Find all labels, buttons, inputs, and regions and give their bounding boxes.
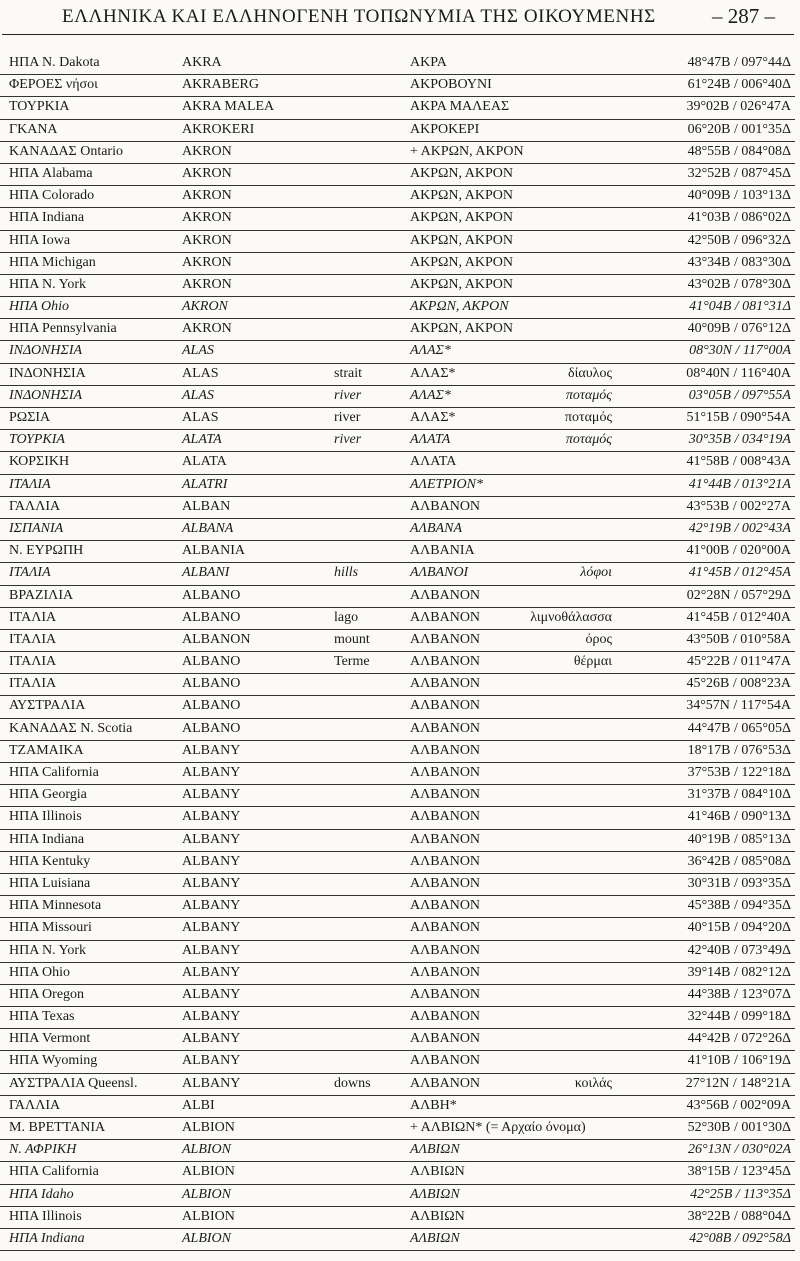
row-name: AKRABERG: [182, 77, 260, 93]
row-coordinates: 45°22Β / 011°47Α: [686, 654, 791, 670]
row-feature-type: downs: [334, 1075, 371, 1091]
row-coordinates: 41°45Β / 012°40Α: [686, 609, 791, 625]
row-country: Μ. ΒΡΕΤΤΑΝΙΑ: [9, 1120, 106, 1135]
row-name: ALBANY: [182, 1053, 241, 1069]
row-greek-name: ΑΛΒΑΝΟΝ: [410, 631, 481, 647]
row-coordinates: 42°50Β / 096°32Δ: [687, 232, 791, 248]
table-row: [0, 652, 800, 674]
row-name: ALBANY: [182, 986, 241, 1002]
row-coordinates: 44°42Β / 072°26Δ: [687, 1031, 791, 1047]
row-coordinates: 03°05Β / 097°55Α: [688, 387, 791, 403]
table-row: [0, 97, 800, 119]
row-country: ΤΟΥΡΚΙΑ: [9, 99, 70, 115]
row-country: Ν. ΑΦΡΙΚΗ: [9, 1142, 77, 1158]
row-name: ALBI: [182, 1097, 215, 1113]
row-name: ALBANON: [182, 631, 251, 647]
row-greek-name: ΑΛΒΑΝΟΝ: [410, 964, 481, 980]
row-greek-name: ΑΚΡΩΝ, ΑΚΡΟΝ: [410, 232, 513, 248]
table-row: [0, 674, 800, 696]
row-coordinates: 26°13Ν / 030°02Α: [688, 1142, 791, 1158]
row-coordinates: 43°02Β / 078°30Δ: [687, 276, 791, 292]
table-row: [0, 120, 800, 142]
row-name: ALBANY: [182, 898, 241, 914]
row-coordinates: 42°19Β / 002°43Α: [688, 520, 791, 536]
row-greek-name: ΑΛΒΑΝΟΝ: [410, 853, 481, 869]
table-row: [0, 830, 800, 852]
row-country: ΗΠΑ Colorado: [9, 188, 95, 204]
row-name: ALBANY: [182, 853, 241, 869]
row-divider: [0, 1250, 795, 1251]
row-coordinates: 41°03Β / 086°02Δ: [687, 210, 791, 226]
row-coordinates: 43°34Β / 083°30Δ: [687, 254, 791, 270]
row-name: AKRON: [182, 188, 232, 204]
row-greek-name: ΑΚΡΩΝ, ΑΚΡΟΝ: [410, 321, 513, 337]
row-greek-name: ΑΛΒΑΝΟΝ: [410, 498, 481, 514]
row-greek-name: ΑΛΒΑΝΟΝ: [410, 676, 481, 692]
table-row: [0, 142, 800, 164]
table-row: [0, 1074, 800, 1096]
row-greek-name: ΑΛΒΑΝΟΝ: [410, 698, 481, 714]
row-greek-name: ΑΚΡΟΒΟΥΝΙ: [410, 77, 492, 93]
row-name: ALBANO: [182, 654, 241, 670]
row-greek-name: ΑΛΑΣ*: [410, 343, 451, 359]
row-country: ΙΝΔΟΝΗΣΙΑ: [9, 365, 86, 381]
row-greek-name: + ΑΛΒΙΩΝ* (= Αρχαίο όνομα): [410, 1120, 586, 1135]
row-country: ΗΠΑ California: [9, 765, 99, 780]
table-row: [0, 874, 800, 896]
table-row: [0, 1162, 800, 1184]
row-name: ALBAN: [182, 498, 231, 514]
table-row: [0, 763, 800, 785]
row-greek-name: ΑΛΒΑΝΟΝ: [410, 765, 481, 780]
table-row: [0, 1029, 800, 1051]
row-country: ΗΠΑ Minnesota: [9, 898, 102, 914]
row-name: AKRON: [182, 299, 228, 315]
row-name: ALBANY: [182, 942, 241, 958]
row-coordinates: 42°25Β / 113°35Δ: [690, 1186, 791, 1202]
table-row: [0, 430, 800, 452]
row-greek-name: ΑΛΒΑΝΟΝ: [410, 587, 481, 603]
row-greek-name: ΑΛΒΑΝΟΝ: [410, 720, 481, 736]
table-row: [0, 164, 800, 186]
table-row: [0, 452, 800, 474]
row-country: ΑΥΣΤΡΑΛΙΑ Queensl.: [9, 1075, 138, 1091]
gazetteer-table: [0, 53, 800, 1251]
row-greek-name: ΑΛΒΙΩΝ: [410, 1164, 465, 1180]
row-country: ΗΠΑ Indiana: [9, 831, 85, 847]
row-name: ALBION: [182, 1142, 231, 1158]
table-row: [0, 586, 800, 608]
row-name: ALBANO: [182, 698, 241, 714]
row-greek-name: ΑΚΡΟΚΕΡΙ: [410, 121, 480, 137]
row-coordinates: 30°35Β / 034°19Α: [688, 432, 791, 448]
row-greek-name: ΑΛΒΑΝΟΝ: [410, 787, 481, 803]
row-country: ΗΠΑ Luisiana: [9, 875, 91, 891]
table-row: [0, 475, 800, 497]
table-row: [0, 1229, 800, 1251]
row-greek-name: ΑΛΒΑΝΟΝ: [410, 986, 481, 1002]
row-coordinates: 36°42Β / 085°08Δ: [687, 853, 791, 869]
row-coordinates: 42°08Β / 092°58Δ: [689, 1230, 791, 1246]
page-title: ΕΛΛΗΝΙΚΑ ΚΑΙ ΕΛΛΗΝΟΓΕΝΗ ΤΟΠΩΝΥΜΙΑ ΤΗΣ ΟΙΚΟΥΜΕΝΗΣ: [62, 6, 656, 27]
row-coordinates: 38°15Β / 123°45Δ: [687, 1164, 791, 1180]
row-coordinates: 34°57Ν / 117°54Α: [686, 698, 791, 714]
row-country: ΚΟΡΣΙΚΗ: [9, 454, 70, 470]
row-greek-name: ΑΛΒΑΝΑ: [410, 520, 463, 536]
row-country: ΗΠΑ Indiana: [9, 210, 85, 226]
row-name: AKROKERI: [182, 121, 255, 137]
row-greek-feature-type: ποταμός: [565, 432, 612, 448]
row-greek-name: ΑΛΒΑΝΟΝ: [410, 875, 481, 891]
row-greek-name: ΑΛΒΙΩΝ: [410, 1142, 460, 1158]
row-name: ALBANY: [182, 964, 241, 980]
table-row: [0, 341, 800, 363]
row-greek-name: ΑΛΑΤΑ: [410, 432, 451, 448]
table-row: [0, 319, 800, 341]
row-country: ΙΤΑΛΙΑ: [9, 476, 51, 492]
row-name: AKRON: [182, 276, 232, 292]
row-country: ΚΑΝΑΔΑΣ Ontario: [9, 143, 123, 159]
row-country: ΗΠΑ Alabama: [9, 165, 93, 181]
row-greek-name: ΑΚΡΑ ΜΑΛΕΑΣ: [410, 99, 510, 115]
row-name: ALBANY: [182, 809, 241, 825]
row-country: ΗΠΑ Illinois: [9, 809, 82, 825]
row-country: ΙΤΑΛΙΑ: [9, 565, 51, 581]
row-name: ALBANY: [182, 742, 241, 758]
row-coordinates: 18°17Β / 076°53Δ: [687, 742, 791, 758]
row-name: ALBANY: [182, 831, 241, 847]
table-row: [0, 231, 800, 253]
row-name: ALBANO: [182, 609, 241, 625]
row-name: ALBANO: [182, 720, 241, 736]
row-country: ΗΠΑ N. York: [9, 942, 87, 958]
row-coordinates: 61°24Β / 006°40Δ: [687, 77, 791, 93]
table-row: [0, 918, 800, 940]
row-greek-name: ΑΛΑΣ*: [410, 387, 451, 403]
row-country: ΗΠΑ Michigan: [9, 254, 96, 270]
row-greek-feature-type: λόφοι: [580, 565, 612, 581]
table-row: [0, 1118, 800, 1140]
row-greek-name: ΑΛΑΣ*: [410, 365, 456, 381]
row-name: AKRON: [182, 210, 232, 226]
row-greek-name: ΑΚΡΩΝ, ΑΚΡΟΝ: [410, 165, 513, 181]
row-name: ALBANY: [182, 1009, 241, 1025]
row-greek-name: ΑΛΑΤΑ: [410, 454, 457, 470]
row-greek-feature-type: ποταμός: [565, 387, 612, 403]
row-name: AKRON: [182, 254, 232, 270]
row-feature-type: strait: [334, 365, 362, 381]
row-name: ALBANIA: [182, 543, 245, 559]
row-country: ΗΠΑ Illinois: [9, 1208, 82, 1224]
row-greek-name: ΑΚΡΩΝ, ΑΚΡΟΝ: [410, 188, 513, 204]
row-coordinates: 32°52Β / 087°45Δ: [687, 165, 791, 181]
row-name: ALBANI: [182, 565, 230, 581]
row-name: ALAS: [182, 365, 219, 381]
row-country: ΗΠΑ Iowa: [9, 232, 71, 248]
row-country: ΗΠΑ California: [9, 1164, 99, 1180]
table-row: [0, 541, 800, 563]
row-greek-name: ΑΛΒΑΝΟΝ: [410, 1031, 481, 1047]
table-row: [0, 630, 800, 652]
table-row: [0, 963, 800, 985]
row-greek-name: ΑΛΒΑΝΟΝ: [410, 1009, 481, 1025]
row-greek-name: ΑΛΒΑΝΙΑ: [410, 543, 475, 559]
row-greek-name: ΑΛΕΤΡΙΟΝ*: [410, 476, 484, 492]
row-country: ΙΝΔΟΝΗΣΙΑ: [9, 387, 83, 403]
row-greek-feature-type: ποταμός: [564, 410, 612, 425]
row-feature-type: hills: [334, 565, 359, 581]
row-coordinates: 45°26Β / 008°23Α: [686, 676, 791, 692]
row-name: ALBANY: [182, 1031, 241, 1047]
table-row: [0, 208, 800, 230]
table-row: [0, 75, 800, 97]
row-coordinates: 43°53Β / 002°27Α: [686, 498, 791, 514]
row-coordinates: 27°12Ν / 148°21Α: [685, 1075, 791, 1091]
row-country: ΗΠΑ Missouri: [9, 920, 92, 936]
row-country: ΗΠΑ Ohio: [9, 964, 71, 980]
row-country: ΑΥΣΤΡΑΛΙΑ: [9, 698, 86, 714]
table-row: [0, 364, 800, 386]
row-coordinates: 31°37Β / 084°10Δ: [687, 787, 791, 803]
row-greek-feature-type: θέρμαι: [573, 654, 612, 670]
row-name: ALATA: [182, 432, 222, 448]
row-coordinates: 43°56Β / 002°09Α: [686, 1097, 791, 1113]
row-country: ΙΤΑΛΙΑ: [9, 631, 57, 647]
row-name: ALBANO: [182, 676, 241, 692]
row-coordinates: 32°44Β / 099°18Δ: [687, 1009, 791, 1025]
row-coordinates: 48°55Β / 084°08Δ: [687, 143, 791, 159]
row-name: ALATRI: [182, 476, 228, 492]
row-country: ΗΠΑ N. York: [9, 276, 87, 292]
row-greek-name: ΑΚΡΩΝ, ΑΚΡΟΝ: [410, 276, 513, 292]
row-country: ΗΠΑ Vermont: [9, 1031, 91, 1047]
row-coordinates: 08°40Ν / 116°40Α: [686, 365, 791, 381]
row-country: ΗΠΑ Idaho: [9, 1186, 74, 1202]
row-name: ALAS: [182, 410, 219, 425]
row-name: AKRON: [182, 321, 232, 337]
row-coordinates: 41°46Β / 090°13Δ: [687, 809, 791, 825]
row-country: ΓΑΛΛΙΑ: [9, 1097, 61, 1113]
table-row: [0, 719, 800, 741]
row-name: AKRON: [182, 232, 232, 248]
row-country: ΗΠΑ Oregon: [9, 986, 85, 1002]
row-country: ΦΕΡΟΕΣ νήσοι: [9, 77, 98, 93]
row-feature-type: lago: [334, 609, 359, 625]
row-coordinates: 43°50Β / 010°58Α: [686, 631, 791, 647]
row-coordinates: 30°31Β / 093°35Δ: [687, 875, 791, 891]
row-coordinates: 06°20Β / 001°35Δ: [687, 121, 791, 137]
table-row: [0, 807, 800, 829]
table-row: [0, 696, 800, 718]
row-name: ALBANY: [182, 787, 241, 803]
row-coordinates: 48°47Β / 097°44Δ: [687, 55, 791, 70]
row-name: ALAS: [182, 343, 214, 359]
row-greek-name: ΑΛΒΑΝΟΙ: [410, 565, 469, 581]
row-coordinates: 39°02Β / 026°47Α: [686, 99, 791, 115]
row-coordinates: 42°40Β / 073°49Δ: [687, 942, 791, 958]
table-row: [0, 275, 800, 297]
row-country: ΙΤΑΛΙΑ: [9, 676, 57, 692]
table-row: [0, 785, 800, 807]
row-country: ΗΠΑ Ohio: [9, 299, 70, 315]
row-country: ΙΤΑΛΙΑ: [9, 654, 57, 670]
row-coordinates: 52°30Β / 001°30Δ: [687, 1120, 791, 1135]
row-coordinates: 51°15Β / 090°54Α: [686, 410, 791, 425]
row-name: AKRA: [182, 55, 222, 70]
row-country: ΓΚΑΝΑ: [9, 121, 58, 137]
row-country: ΤΖΑΜΑΙΚΑ: [9, 742, 84, 758]
row-coordinates: 41°10Β / 106°19Δ: [687, 1053, 791, 1069]
row-greek-name: ΑΛΒΑΝΟΝ: [410, 609, 481, 625]
row-greek-name: ΑΛΒΗ*: [410, 1097, 457, 1113]
row-coordinates: 44°47Β / 065°05Δ: [687, 720, 791, 736]
row-greek-feature-type: κοιλάς: [574, 1075, 612, 1091]
table-row: [0, 608, 800, 630]
row-greek-feature-type: λιμνοθάλασσα: [530, 609, 612, 625]
row-greek-name: ΑΚΡΩΝ, ΑΚΡΟΝ: [410, 254, 513, 270]
row-greek-name: ΑΛΒΑΝΟΝ: [410, 1075, 481, 1091]
row-name: ALBANY: [182, 875, 241, 891]
table-row: [0, 408, 800, 430]
row-coordinates: 40°15Β / 094°20Δ: [687, 920, 791, 936]
row-greek-name: ΑΛΒΑΝΟΝ: [410, 920, 481, 936]
page-header: [0, 0, 800, 36]
row-name: ALBANO: [182, 587, 241, 603]
table-row: [0, 253, 800, 275]
row-coordinates: 39°14Β / 082°12Δ: [687, 964, 791, 980]
row-coordinates: 40°09Β / 103°13Δ: [687, 188, 791, 204]
row-greek-feature-type: δίαυλος: [568, 365, 612, 381]
row-feature-type: Terme: [334, 654, 370, 670]
row-country: ΗΠΑ Kentuky: [9, 853, 91, 869]
row-name: ALBANA: [182, 520, 234, 536]
row-coordinates: 08°30Ν / 117°00Α: [689, 343, 791, 359]
table-row: [0, 852, 800, 874]
table-row: [0, 53, 800, 75]
row-greek-name: ΑΚΡΑ: [410, 55, 447, 70]
row-name: ALAS: [182, 387, 214, 403]
row-name: ALBION: [182, 1164, 235, 1180]
row-name: AKRON: [182, 143, 232, 159]
table-row: [0, 896, 800, 918]
row-greek-name: ΑΛΒΑΝΟΝ: [410, 809, 481, 825]
row-greek-name: ΑΛΒΑΝΟΝ: [410, 831, 481, 847]
table-row: [0, 1007, 800, 1029]
table-row: [0, 186, 800, 208]
row-name: AKRON: [182, 165, 232, 181]
row-greek-name: ΑΛΒΑΝΟΝ: [410, 898, 481, 914]
row-coordinates: 41°45Β / 012°45Α: [688, 565, 791, 581]
row-greek-name: + ΑΚΡΩΝ, ΑΚΡΟΝ: [410, 143, 524, 159]
row-country: ΤΟΥΡΚΙΑ: [9, 432, 65, 448]
row-name: ALBION: [182, 1120, 235, 1135]
row-feature-type: river: [334, 432, 362, 448]
row-name: ALBION: [182, 1186, 231, 1202]
row-coordinates: 02°28Ν / 057°29Δ: [686, 587, 791, 603]
row-name: ALBANY: [182, 920, 241, 936]
row-coordinates: 45°38Β / 094°35Δ: [687, 898, 791, 914]
page-number: – 287 –: [712, 4, 775, 28]
row-coordinates: 41°00Β / 020°00Α: [686, 543, 791, 559]
row-greek-name: ΑΛΒΑΝΟΝ: [410, 742, 481, 758]
row-greek-name: ΑΚΡΩΝ, ΑΚΡΟΝ: [410, 299, 509, 315]
row-country: ΚΑΝΑΔΑΣ N. Scotia: [9, 720, 133, 736]
row-country: ΗΠΑ Wyoming: [9, 1053, 98, 1069]
row-country: ΓΑΛΛΙΑ: [9, 498, 61, 514]
row-name: ALBANY: [182, 1075, 241, 1091]
row-country: ΙΤΑΛΙΑ: [9, 609, 57, 625]
row-name: ALBION: [182, 1230, 231, 1246]
row-name: ALATA: [182, 454, 227, 470]
table-row: [0, 497, 800, 519]
row-coordinates: 40°09Β / 076°12Δ: [687, 321, 791, 337]
row-country: ΡΩΣΙΑ: [9, 410, 51, 425]
table-row: [0, 941, 800, 963]
row-greek-name: ΑΛΑΣ*: [410, 410, 456, 425]
row-country: ΗΠΑ Indiana: [9, 1230, 85, 1246]
row-name: ALBANY: [182, 765, 241, 780]
header-rule: [2, 34, 794, 35]
table-row: [0, 985, 800, 1007]
row-coordinates: 41°58Β / 008°43Α: [686, 454, 791, 470]
row-country: Ν. ΕΥΡΩΠΗ: [9, 543, 84, 559]
row-country: ΗΠΑ Pennsylvania: [9, 321, 117, 337]
row-country: ΙΝΔΟΝΗΣΙΑ: [9, 343, 83, 359]
row-greek-name: ΑΛΒΑΝΟΝ: [410, 1053, 481, 1069]
table-row: [0, 741, 800, 763]
table-row: [0, 563, 800, 585]
row-coordinates: 44°38Β / 123°07Δ: [687, 986, 791, 1002]
row-greek-name: ΑΚΡΩΝ, ΑΚΡΟΝ: [410, 210, 513, 226]
table-row: [0, 1185, 800, 1207]
table-row: [0, 1140, 800, 1162]
row-name: AKRA MALEA: [182, 99, 275, 115]
table-row: [0, 386, 800, 408]
row-feature-type: river: [334, 410, 361, 425]
table-row: [0, 1051, 800, 1073]
table-row: [0, 297, 800, 319]
row-country: ΒΡΑΖΙΛΙΑ: [9, 587, 74, 603]
row-country: ΗΠΑ Georgia: [9, 787, 87, 803]
row-greek-name: ΑΛΒΙΩΝ: [410, 1186, 460, 1202]
row-feature-type: mount: [334, 631, 370, 647]
row-greek-name: ΑΛΒΑΝΟΝ: [410, 654, 481, 670]
row-coordinates: 37°53Β / 122°18Δ: [687, 765, 791, 780]
row-coordinates: 38°22Β / 088°04Δ: [687, 1208, 791, 1224]
row-greek-feature-type: όρος: [585, 631, 612, 647]
row-greek-name: ΑΛΒΙΩΝ: [410, 1230, 460, 1246]
row-greek-name: ΑΛΒΑΝΟΝ: [410, 942, 481, 958]
table-row: [0, 1207, 800, 1229]
row-country: ΗΠΑ N. Dakota: [9, 55, 100, 70]
row-country: ΗΠΑ Texas: [9, 1009, 75, 1025]
row-name: ALBION: [182, 1208, 235, 1224]
row-feature-type: river: [334, 387, 362, 403]
table-row: [0, 519, 800, 541]
table-row: [0, 1096, 800, 1118]
row-coordinates: 41°04Β / 081°31Δ: [689, 299, 791, 315]
row-coordinates: 40°19Β / 085°13Δ: [687, 831, 791, 847]
row-country: ΙΣΠΑΝΙΑ: [9, 520, 64, 536]
row-coordinates: 41°44Β / 013°21Α: [688, 476, 791, 492]
row-greek-name: ΑΛΒΙΩΝ: [410, 1208, 465, 1224]
